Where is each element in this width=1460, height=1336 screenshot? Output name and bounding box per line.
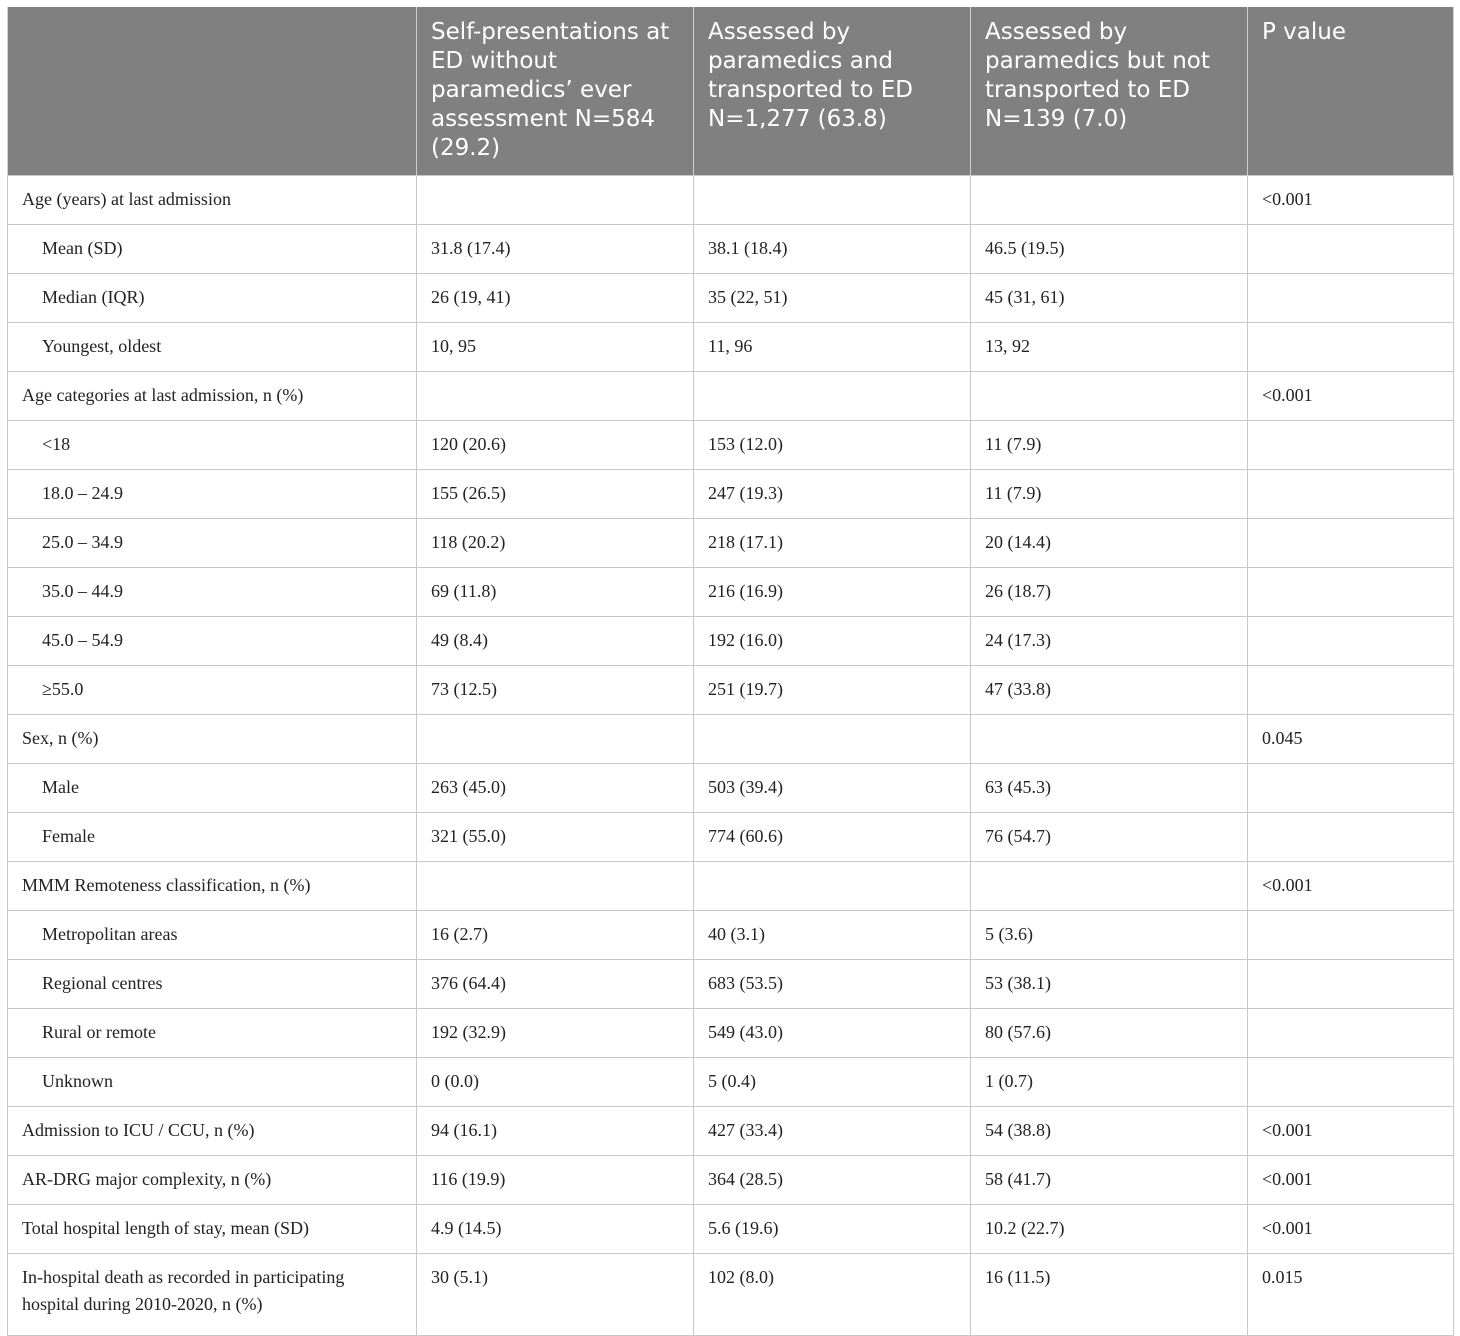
table-row	[8, 322, 1454, 371]
cell-not-transported	[971, 714, 1248, 763]
cell-p-value	[1248, 959, 1454, 1008]
cell-p-value: <0.001	[1248, 1106, 1454, 1155]
cell-self-presentations: 16 (2.7)	[417, 910, 694, 959]
cell-self-presentations: 30 (5.1)	[417, 1253, 694, 1335]
cell-p-value: <0.001	[1248, 175, 1454, 224]
cell-transported: 364 (28.5)	[694, 1155, 971, 1204]
cell-self-presentations: 155 (26.5)	[417, 469, 694, 518]
cell-transported: 11, 96	[694, 322, 971, 371]
table-row	[8, 959, 1454, 1008]
table-row	[8, 763, 1454, 812]
cell-transported	[694, 714, 971, 763]
row-label: Regional centres	[8, 959, 417, 1008]
table-row	[8, 567, 1454, 616]
cell-self-presentations	[417, 861, 694, 910]
table-row	[8, 371, 1454, 420]
cell-not-transported: 45 (31, 61)	[971, 273, 1248, 322]
table-row	[8, 224, 1454, 273]
table-header	[8, 7, 1454, 175]
row-label: Female	[8, 812, 417, 861]
cell-transported	[694, 861, 971, 910]
cell-p-value	[1248, 322, 1454, 371]
row-label: Age (years) at last admission	[8, 175, 417, 224]
cell-not-transported	[971, 861, 1248, 910]
cell-self-presentations: 376 (64.4)	[417, 959, 694, 1008]
row-label: Male	[8, 763, 417, 812]
cell-not-transported: 5 (3.6)	[971, 910, 1248, 959]
cell-transported: 5 (0.4)	[694, 1057, 971, 1106]
cell-not-transported: 47 (33.8)	[971, 665, 1248, 714]
row-label: Age categories at last admission, n (%)	[8, 371, 417, 420]
cell-transported: 427 (33.4)	[694, 1106, 971, 1155]
row-label: Youngest, oldest	[8, 322, 417, 371]
cell-self-presentations: 0 (0.0)	[417, 1057, 694, 1106]
cell-p-value	[1248, 910, 1454, 959]
header-label-column	[8, 7, 417, 175]
header-row	[8, 7, 1454, 175]
cell-transported: 247 (19.3)	[694, 469, 971, 518]
row-label: Mean (SD)	[8, 224, 417, 273]
row-label: Rural or remote	[8, 1008, 417, 1057]
table-body	[8, 175, 1454, 1335]
cell-not-transported	[971, 371, 1248, 420]
cell-self-presentations: 31.8 (17.4)	[417, 224, 694, 273]
cell-p-value	[1248, 273, 1454, 322]
table-row	[8, 420, 1454, 469]
cell-self-presentations: 116 (19.9)	[417, 1155, 694, 1204]
cell-not-transported: 20 (14.4)	[971, 518, 1248, 567]
row-label: <18	[8, 420, 417, 469]
header-not-transported: Assessed by paramedics but not transported to ED N=139 (7.0)	[971, 7, 1248, 175]
header-transported: Assessed by paramedics and transported to ED N=1,277 (63.8)	[694, 7, 971, 175]
cell-p-value	[1248, 518, 1454, 567]
cell-not-transported: 10.2 (22.7)	[971, 1204, 1248, 1253]
table-row	[8, 910, 1454, 959]
table-row	[8, 616, 1454, 665]
cell-not-transported: 26 (18.7)	[971, 567, 1248, 616]
row-label: AR-DRG major complexity, n (%)	[8, 1155, 417, 1204]
cell-self-presentations: 26 (19, 41)	[417, 273, 694, 322]
cell-p-value: <0.001	[1248, 1204, 1454, 1253]
cell-transported: 251 (19.7)	[694, 665, 971, 714]
cell-p-value	[1248, 665, 1454, 714]
cell-transported: 683 (53.5)	[694, 959, 971, 1008]
cell-not-transported: 58 (41.7)	[971, 1155, 1248, 1204]
cell-p-value: 0.045	[1248, 714, 1454, 763]
cell-transported: 192 (16.0)	[694, 616, 971, 665]
cell-not-transported: 24 (17.3)	[971, 616, 1248, 665]
cell-p-value	[1248, 1057, 1454, 1106]
table-row	[8, 665, 1454, 714]
cell-p-value	[1248, 420, 1454, 469]
cell-self-presentations	[417, 175, 694, 224]
cell-self-presentations: 49 (8.4)	[417, 616, 694, 665]
row-label: 35.0 – 44.9	[8, 567, 417, 616]
table-row	[8, 273, 1454, 322]
cell-transported	[694, 175, 971, 224]
table-row	[8, 714, 1454, 763]
row-label: Metropolitan areas	[8, 910, 417, 959]
cell-self-presentations: 118 (20.2)	[417, 518, 694, 567]
table-row	[8, 518, 1454, 567]
cell-p-value	[1248, 1008, 1454, 1057]
cell-transported: 5.6 (19.6)	[694, 1204, 971, 1253]
row-label: Unknown	[8, 1057, 417, 1106]
table-row	[8, 175, 1454, 224]
cell-p-value: <0.001	[1248, 371, 1454, 420]
cell-p-value	[1248, 812, 1454, 861]
cell-p-value	[1248, 567, 1454, 616]
cell-transported: 218 (17.1)	[694, 518, 971, 567]
cell-transported: 40 (3.1)	[694, 910, 971, 959]
cell-self-presentations: 321 (55.0)	[417, 812, 694, 861]
cell-not-transported: 53 (38.1)	[971, 959, 1248, 1008]
cell-p-value: 0.015	[1248, 1253, 1454, 1335]
cell-transported: 102 (8.0)	[694, 1253, 971, 1335]
table-row	[8, 812, 1454, 861]
cell-transported	[694, 371, 971, 420]
cell-p-value	[1248, 763, 1454, 812]
cell-transported: 153 (12.0)	[694, 420, 971, 469]
header-self-presentations: Self-presentations at ED without paramedics’ ever assessment N=584 (29.2)	[417, 7, 694, 175]
row-label: MMM Remoteness classification, n (%)	[8, 861, 417, 910]
cell-not-transported: 16 (11.5)	[971, 1253, 1248, 1335]
row-label: Admission to ICU / CCU, n (%)	[8, 1106, 417, 1155]
cell-not-transported: 46.5 (19.5)	[971, 224, 1248, 273]
cell-not-transported: 80 (57.6)	[971, 1008, 1248, 1057]
cell-not-transported: 76 (54.7)	[971, 812, 1248, 861]
row-label: Sex, n (%)	[8, 714, 417, 763]
cell-self-presentations	[417, 714, 694, 763]
cell-self-presentations: 73 (12.5)	[417, 665, 694, 714]
cell-transported: 216 (16.9)	[694, 567, 971, 616]
row-label: Median (IQR)	[8, 273, 417, 322]
cell-not-transported: 63 (45.3)	[971, 763, 1248, 812]
table-row	[8, 1008, 1454, 1057]
data-table	[7, 7, 1454, 1336]
cell-not-transported: 11 (7.9)	[971, 420, 1248, 469]
cell-not-transported: 13, 92	[971, 322, 1248, 371]
cell-not-transported	[971, 175, 1248, 224]
row-label: 45.0 – 54.9	[8, 616, 417, 665]
table-row	[8, 861, 1454, 910]
table-row	[8, 1057, 1454, 1106]
cell-self-presentations	[417, 371, 694, 420]
header-p-value: P value	[1248, 7, 1454, 175]
row-label: ≥55.0	[8, 665, 417, 714]
row-label: 18.0 – 24.9	[8, 469, 417, 518]
cell-self-presentations: 69 (11.8)	[417, 567, 694, 616]
cell-p-value	[1248, 616, 1454, 665]
cell-p-value	[1248, 469, 1454, 518]
cell-self-presentations: 94 (16.1)	[417, 1106, 694, 1155]
table-row	[8, 1204, 1454, 1253]
table-row	[8, 469, 1454, 518]
cell-transported: 549 (43.0)	[694, 1008, 971, 1057]
cell-p-value	[1248, 224, 1454, 273]
table-row	[8, 1155, 1454, 1204]
cell-self-presentations: 10, 95	[417, 322, 694, 371]
cell-transported: 774 (60.6)	[694, 812, 971, 861]
row-label: Total hospital length of stay, mean (SD)	[8, 1204, 417, 1253]
row-label: In-hospital death as recorded in participating hospital during 2010-2020, n (%)	[8, 1253, 417, 1335]
cell-self-presentations: 263 (45.0)	[417, 763, 694, 812]
cell-transported: 503 (39.4)	[694, 763, 971, 812]
table-row	[8, 1106, 1454, 1155]
cell-transported: 38.1 (18.4)	[694, 224, 971, 273]
cell-self-presentations: 120 (20.6)	[417, 420, 694, 469]
cell-not-transported: 11 (7.9)	[971, 469, 1248, 518]
cell-self-presentations: 192 (32.9)	[417, 1008, 694, 1057]
cell-not-transported: 1 (0.7)	[971, 1057, 1248, 1106]
cell-transported: 35 (22, 51)	[694, 273, 971, 322]
cell-self-presentations: 4.9 (14.5)	[417, 1204, 694, 1253]
cell-not-transported: 54 (38.8)	[971, 1106, 1248, 1155]
cell-p-value: <0.001	[1248, 1155, 1454, 1204]
cell-p-value: <0.001	[1248, 861, 1454, 910]
row-label: 25.0 – 34.9	[8, 518, 417, 567]
